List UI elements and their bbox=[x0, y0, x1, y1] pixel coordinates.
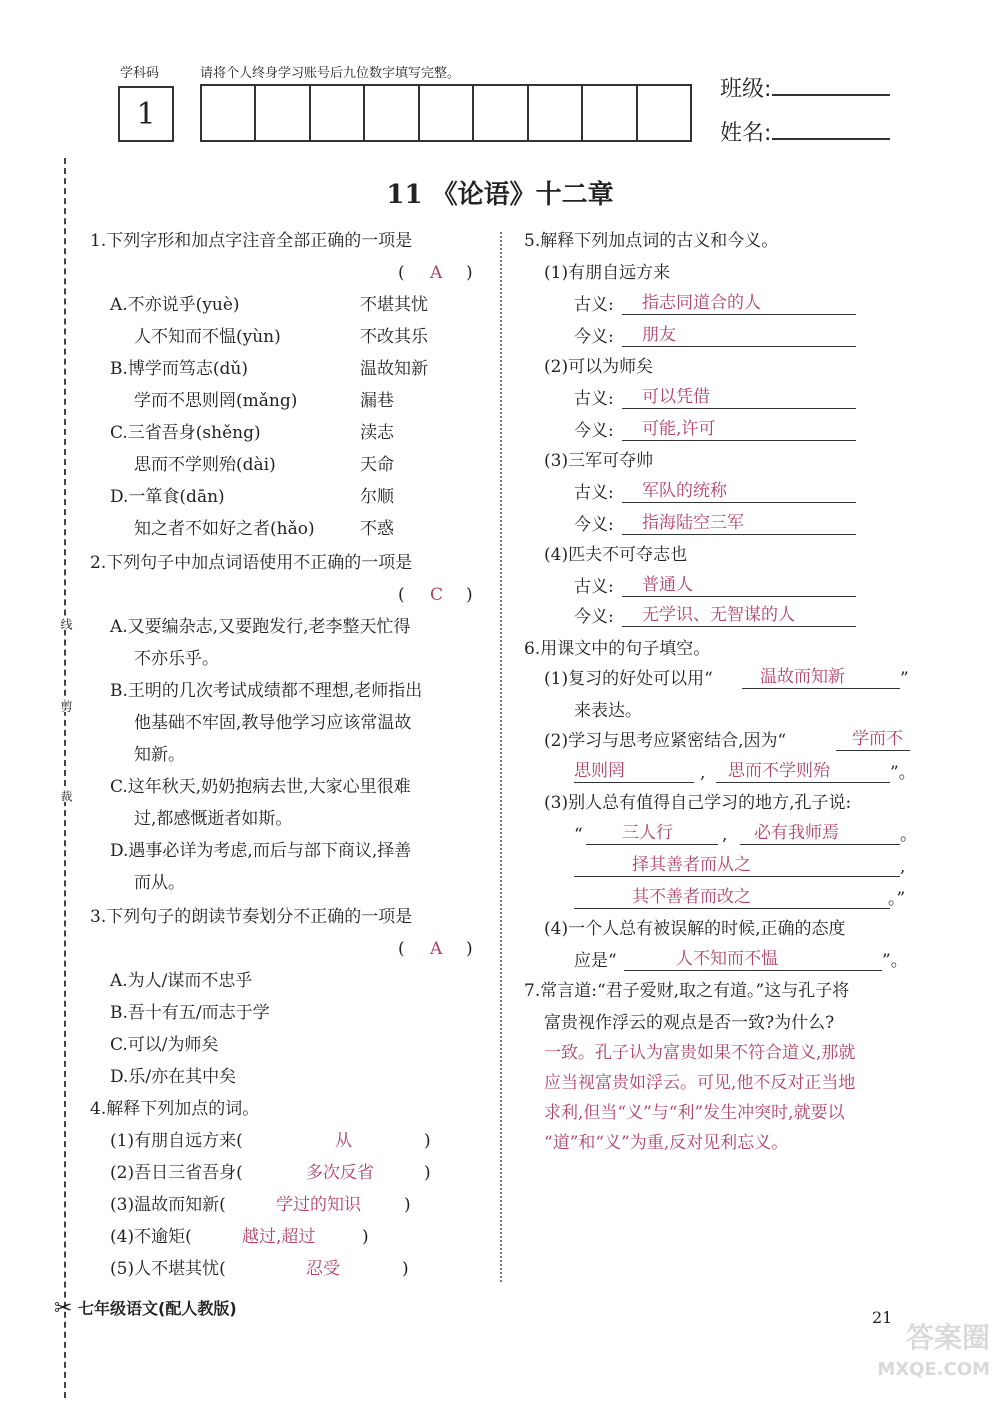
q4-answer: 越过,超过 bbox=[242, 1227, 316, 1247]
cut-label-cut: 剪 bbox=[59, 700, 73, 712]
q1-row-8b: 不惑 bbox=[360, 519, 394, 539]
q6-p3-comma: , bbox=[900, 857, 906, 877]
q6-p4-text: (4)一个人总有被误解的时候,正确的态度 bbox=[544, 919, 846, 939]
q4-item: (4)不逾矩( bbox=[110, 1227, 192, 1247]
answer-line bbox=[716, 782, 890, 783]
q1-bracket-close: ) bbox=[466, 263, 473, 283]
q4-close: ) bbox=[404, 1195, 411, 1215]
watermark-text: 答案圈 bbox=[905, 1321, 990, 1354]
q5-jin-answer: 指海陆空三军 bbox=[642, 513, 744, 533]
q5-jin-label: 今义: bbox=[574, 515, 614, 535]
q1-row-5a: C.三省吾身(shěng) bbox=[110, 423, 261, 443]
digit-box[interactable] bbox=[474, 86, 528, 140]
q5-gu-label: 古义: bbox=[574, 577, 614, 597]
watermark-url: MXQE.COM bbox=[877, 1359, 990, 1380]
q4-close: ) bbox=[402, 1259, 409, 1279]
q1-answer: A bbox=[430, 263, 443, 283]
q2-answer: C bbox=[430, 585, 444, 605]
digit-box[interactable] bbox=[529, 86, 583, 140]
q4-close: ) bbox=[362, 1227, 369, 1247]
answer-line bbox=[622, 596, 856, 597]
answer-line bbox=[574, 782, 694, 783]
q5-gu-answer: 普通人 bbox=[642, 575, 693, 595]
q4-item: (2)吾日三省吾身( bbox=[110, 1163, 243, 1183]
q2-line: 他基础不牢固,教导他学习应该常温故 bbox=[134, 713, 412, 733]
class-label: 班级: bbox=[720, 77, 772, 102]
name-label: 姓名: bbox=[720, 121, 772, 146]
q4-answer: 多次反省 bbox=[306, 1163, 374, 1183]
q2-bracket-close: ) bbox=[466, 585, 473, 605]
digit-box[interactable] bbox=[256, 86, 310, 140]
answer-line bbox=[586, 844, 718, 845]
q3-bracket-open: ( bbox=[398, 939, 405, 959]
q6-p3-mid: , bbox=[722, 825, 728, 845]
q6-p2-answer: 思则罔 bbox=[574, 761, 625, 781]
watermark-logo bbox=[870, 1318, 990, 1408]
q1-row-1b: 不堪其忧 bbox=[360, 295, 428, 315]
q6-p1-answer: 温故而知新 bbox=[760, 667, 845, 687]
q2-line: C.这年秋天,奶奶抱病去世,大家心里很难 bbox=[110, 777, 411, 797]
q4-stem: 4.解释下列加点的词。 bbox=[90, 1099, 260, 1119]
q2-line: 而从。 bbox=[134, 873, 185, 893]
q1-row-1a: A.不亦说乎(yuè) bbox=[110, 295, 240, 315]
answer-line bbox=[622, 502, 856, 503]
name-field[interactable] bbox=[772, 116, 890, 140]
q6-p3-answer: 必有我师焉 bbox=[754, 823, 839, 843]
answer-line bbox=[574, 908, 890, 909]
q5-gu-answer: 军队的统称 bbox=[642, 481, 727, 501]
q2-line: B.王明的几次考试成绩都不理想,老师指出 bbox=[110, 681, 423, 701]
q2-line: A.又要编杂志,又要跑发行,老李整天忙得 bbox=[110, 617, 411, 637]
q5-item: (4)匹夫不可夺志也 bbox=[544, 545, 688, 565]
q4-answer: 学过的知识 bbox=[276, 1195, 361, 1215]
q6-p3-text: (3)别人总有值得自己学习的地方,孔子说: bbox=[544, 793, 852, 813]
answer-line bbox=[622, 626, 856, 627]
q3-answer: A bbox=[430, 939, 443, 959]
q5-item: (1)有朋自远方来 bbox=[544, 263, 671, 283]
answer-line bbox=[622, 346, 856, 347]
book-name: 七年级语文(配人教版) bbox=[78, 1299, 237, 1318]
q1-row-3b: 温故知新 bbox=[360, 359, 428, 379]
q5-item: (3)三军可夺帅 bbox=[544, 451, 654, 471]
q4-item: (5)人不堪其忧( bbox=[110, 1259, 226, 1279]
q5-gu-label: 古义: bbox=[574, 389, 614, 409]
answer-line bbox=[836, 750, 910, 751]
q6-p2-answer: 学而不 bbox=[852, 729, 903, 749]
q5-jin-label: 今义: bbox=[574, 421, 614, 441]
q2-bracket-open: ( bbox=[398, 585, 405, 605]
q6-p1-text: (1)复习的好处可以用“ bbox=[544, 669, 713, 689]
q6-p4-answer: 人不知而不愠 bbox=[676, 949, 778, 969]
q5-jin-answer: 无学识、无智谋的人 bbox=[642, 605, 795, 625]
cut-label-trim: 裁 bbox=[59, 790, 73, 802]
q1-row-6b: 天命 bbox=[360, 455, 394, 475]
q5-gu-label: 古义: bbox=[574, 483, 614, 503]
q6-stem: 6.用课文中的句子填空。 bbox=[524, 639, 711, 659]
q1-row-2b: 不改其乐 bbox=[360, 327, 428, 347]
answer-line bbox=[622, 534, 856, 535]
q3-option: A.为人/谋而不忠乎 bbox=[110, 971, 253, 991]
q5-stem: 5.解释下列加点词的古义和今义。 bbox=[524, 231, 779, 251]
q5-gu-label: 古义: bbox=[574, 295, 614, 315]
account-instruction: 请将个人终身学习账号后九位数字填写完整。 bbox=[200, 66, 461, 81]
answer-line bbox=[740, 844, 900, 845]
q6-p3-open: “ bbox=[574, 825, 583, 845]
q3-option: C.可以/为师矣 bbox=[110, 1035, 219, 1055]
q5-gu-answer: 可以凭借 bbox=[642, 387, 710, 407]
cut-line bbox=[64, 158, 66, 1398]
lesson-title: 11 《论语》十二章 bbox=[386, 180, 614, 210]
q1-row-7a: D.一箪食(dān) bbox=[110, 487, 225, 507]
q5-jin-answer: 朋友 bbox=[642, 325, 676, 345]
cut-label-line: 线 bbox=[59, 618, 73, 630]
q6-p4-text2: 应是“ bbox=[574, 951, 617, 971]
q6-p1-tail: 来表达。 bbox=[574, 701, 642, 721]
q6-p3-end: 。” bbox=[888, 889, 906, 909]
q1-row-6a: 思而不学则殆(dài) bbox=[134, 455, 276, 475]
page-number: 21 bbox=[872, 1308, 893, 1327]
q2-line: D.遇事必详为考虑,而后与部下商议,择善 bbox=[110, 841, 412, 861]
digit-box[interactable] bbox=[365, 86, 419, 140]
q7-answer-line: 一致。孔子认为富贵如果不符合道义,那就 bbox=[544, 1043, 856, 1063]
class-field[interactable] bbox=[772, 72, 890, 96]
q2-line: 不亦乐乎。 bbox=[134, 649, 219, 669]
q2-line: 过,都感慨逝者如斯。 bbox=[134, 809, 293, 829]
digit-box[interactable] bbox=[311, 86, 365, 140]
q5-jin-label: 今义: bbox=[574, 607, 614, 627]
q4-answer: 忍受 bbox=[306, 1259, 340, 1279]
q6-p3-answer: 三人行 bbox=[622, 823, 673, 843]
q1-stem: 1.下列字形和加点字注音全部正确的一项是 bbox=[90, 231, 413, 251]
digit-box[interactable] bbox=[202, 86, 256, 140]
q7-stem-2: 富贵视作浮云的观点是否一致?为什么? bbox=[544, 1013, 835, 1033]
q7-answer-line: 应当视富贵如浮云。可见,他不反对正当地 bbox=[544, 1073, 856, 1093]
answer-line bbox=[622, 408, 856, 409]
answer-line bbox=[622, 314, 856, 315]
q6-p1-end: ” bbox=[900, 669, 909, 689]
account-digit-boxes[interactable] bbox=[200, 84, 692, 142]
answer-line bbox=[574, 876, 900, 877]
digit-box[interactable] bbox=[638, 86, 690, 140]
column-divider bbox=[500, 232, 502, 1282]
q5-item: (2)可以为师矣 bbox=[544, 357, 654, 377]
q6-p2-end: ”。 bbox=[890, 763, 916, 783]
scissors-icon: ✂ bbox=[54, 1296, 73, 1321]
q4-close: ) bbox=[424, 1131, 431, 1151]
q6-p3-dot: 。 bbox=[900, 825, 917, 845]
q5-gu-answer: 指志同道合的人 bbox=[642, 293, 761, 313]
q4-answer: 从 bbox=[335, 1131, 352, 1151]
q6-p2-text: (2)学习与思考应紧密结合,因为“ bbox=[544, 731, 787, 751]
q7-answer-line: “道”和“义”为重,反对见利忘义。 bbox=[544, 1133, 789, 1153]
q3-option: D.乐/亦在其中矣 bbox=[110, 1067, 237, 1087]
q6-p2-answer: 思而不学则殆 bbox=[728, 761, 830, 781]
q4-close: ) bbox=[424, 1163, 431, 1183]
q2-line: 知新。 bbox=[134, 745, 185, 765]
q6-p3-answer: 择其善者而从之 bbox=[632, 855, 751, 875]
q3-stem: 3.下列句子的朗读节奏划分不正确的一项是 bbox=[90, 907, 413, 927]
q1-row-8a: 知之者不如好之者(hǎo) bbox=[134, 519, 315, 539]
q1-row-5b: 渎志 bbox=[360, 423, 394, 443]
q6-p2-mid: , bbox=[700, 763, 706, 783]
digit-box[interactable] bbox=[583, 86, 637, 140]
digit-box[interactable] bbox=[420, 86, 474, 140]
q6-p4-end: ”。 bbox=[882, 951, 908, 971]
subject-code-label: 学科码 bbox=[120, 66, 160, 81]
q6-p3-answer: 其不善者而改之 bbox=[632, 887, 751, 907]
q7-stem: 7.常言道:“君子爱财,取之有道。”这与孔子将 bbox=[524, 981, 850, 1001]
q5-jin-label: 今义: bbox=[574, 327, 614, 347]
answer-line bbox=[742, 688, 900, 689]
q1-bracket-open: ( bbox=[398, 263, 405, 283]
q1-row-2a: 人不知而不愠(yùn) bbox=[134, 327, 281, 347]
answer-line bbox=[624, 970, 882, 971]
q3-option: B.吾十有五/而志于学 bbox=[110, 1003, 270, 1023]
q4-item: (1)有朋自远方来( bbox=[110, 1131, 243, 1151]
q1-row-4a: 学而不思则罔(mǎng) bbox=[134, 391, 298, 411]
q3-bracket-close: ) bbox=[466, 939, 473, 959]
subject-code-box[interactable]: 1 bbox=[118, 86, 174, 142]
q7-answer-line: 求利,但当“义”与“利”发生冲突时,就要以 bbox=[544, 1103, 845, 1123]
q5-jin-answer: 可能,许可 bbox=[642, 419, 716, 439]
q2-stem: 2.下列句子中加点词语使用不正确的一项是 bbox=[90, 553, 413, 573]
answer-line bbox=[622, 440, 856, 441]
q1-row-7b: 尔顺 bbox=[360, 487, 394, 507]
q1-row-4b: 漏巷 bbox=[360, 391, 394, 411]
q4-item: (3)温故而知新( bbox=[110, 1195, 226, 1215]
q1-row-3a: B.博学而笃志(dǔ) bbox=[110, 359, 248, 379]
